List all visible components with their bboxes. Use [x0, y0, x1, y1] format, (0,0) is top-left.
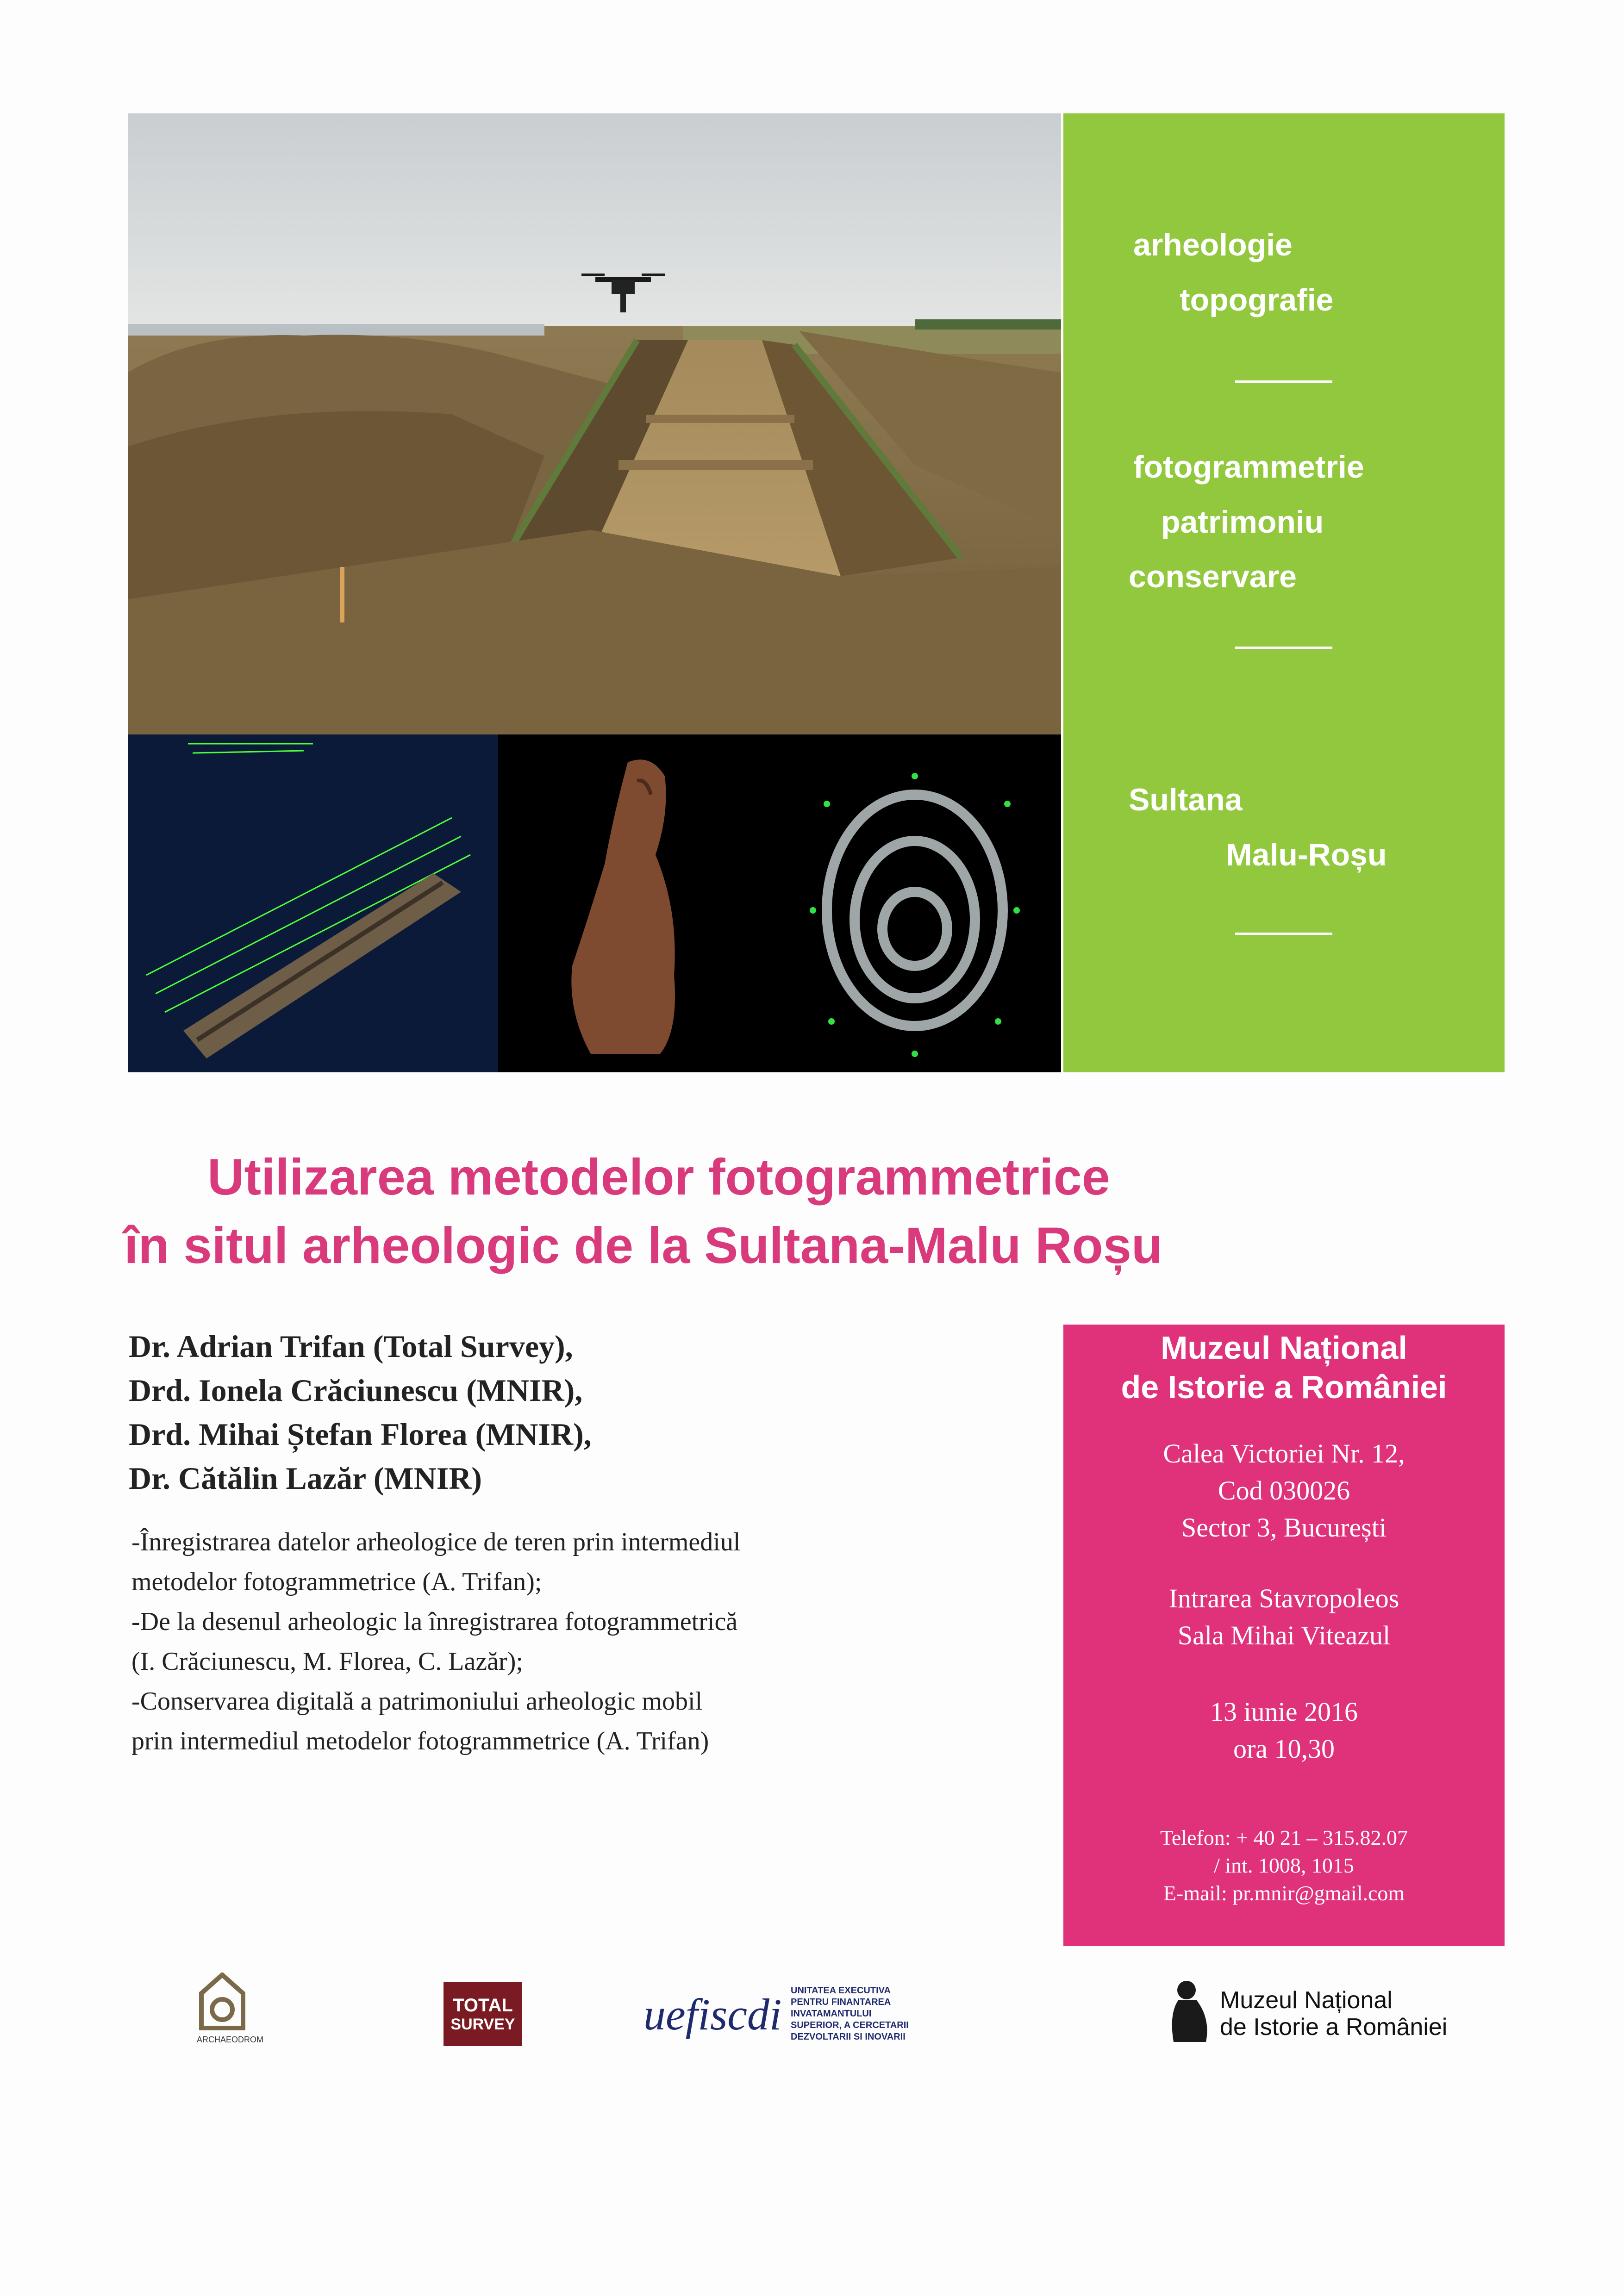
venue-address-3: Sector 3, București [1181, 1512, 1387, 1543]
photogrammetry-renders [128, 734, 1061, 1072]
author-3: Drd. Mihai Ștefan Florea (MNIR), [129, 1417, 592, 1452]
venue-name-1: Muzeul Național [1161, 1330, 1407, 1366]
keyword-fotogrammetrie: fotogrammetrie [1133, 449, 1364, 485]
keyword-patrimoniu: patrimoniu [1161, 504, 1324, 540]
talk-line-1: -Înregistrarea datelor arheologice de teren prin intermediul [131, 1528, 741, 1556]
title-line-1: Utilizarea metodelor fotogrammetrice [207, 1149, 1110, 1206]
divider [1235, 380, 1332, 383]
camera-dome [827, 795, 1003, 1026]
talk-line-5: -Conservarea digitală a patrimoniului arheologic mobil [131, 1687, 703, 1716]
venue-room-1: Intrarea Stavropoleos [1168, 1583, 1399, 1613]
excavation-photo [128, 113, 1061, 734]
keyword-arheologie: arheologie [1133, 227, 1293, 262]
talk-line-3: -De la desenul arheologic la înregistrarea fotogrammetrică [131, 1607, 738, 1636]
keyword-malu-rosu: Malu-Roșu [1226, 837, 1387, 872]
keyword-topografie: topografie [1180, 282, 1334, 317]
uefiscdi-logo: uefiscdi UNITATEA EXECUTIVA PENTRU FINANTAREA INVATAMANTULUI SUPERIOR, A CERCETARII DEZVOLTARII SI INOVARII [643, 1985, 909, 2042]
talk-line-4: (I. Crăciunescu, M. Florea, C. Lazăr); [131, 1647, 523, 1676]
keyword-conservare: conservare [1129, 559, 1297, 594]
author-2: Drd. Ionela Crăciunescu (MNIR), [129, 1373, 583, 1408]
venue-address-2: Cod 030026 [1218, 1475, 1350, 1506]
contact-extension: / int. 1008, 1015 [1214, 1854, 1354, 1877]
divider [1235, 933, 1332, 935]
event-date: 13 iunie 2016 [1210, 1697, 1358, 1727]
contact-email: E-mail: pr.mnir@gmail.com [1163, 1881, 1405, 1905]
contact-phone: Telefon: + 40 21 – 315.82.07 [1160, 1826, 1408, 1849]
divider [1235, 647, 1332, 649]
author-4: Dr. Cătălin Lazăr (MNIR) [129, 1461, 482, 1496]
venue-panel [1063, 1325, 1505, 1946]
venue-room-2: Sala Mihai Viteazul [1177, 1620, 1391, 1650]
archaeodrom-logo: ARCHAEODROM [197, 1972, 248, 2051]
event-time: ora 10,30 [1233, 1734, 1335, 1764]
talk-line-6: prin intermediul metodelor fotogrammetrice (A. Trifan) [131, 1727, 709, 1755]
keywords-panel [1063, 113, 1505, 1072]
keyword-sultana: Sultana [1129, 782, 1243, 817]
author-1: Dr. Adrian Trifan (Total Survey), [129, 1329, 573, 1364]
venue-name-2: de Istorie a României [1121, 1369, 1447, 1405]
title-line-2: în situl arheologic de la Sultana-Malu Roșu [124, 1217, 1163, 1274]
talk-line-2: metodelor fotogrammetrice (A. Trifan); [131, 1568, 542, 1596]
total-survey-logo: TOTAL SURVEY [443, 1982, 522, 2046]
venue-address-1: Calea Victoriei Nr. 12, [1163, 1438, 1405, 1468]
mnir-logo: Muzeul Național de Istorie a României [1164, 1977, 1470, 2047]
